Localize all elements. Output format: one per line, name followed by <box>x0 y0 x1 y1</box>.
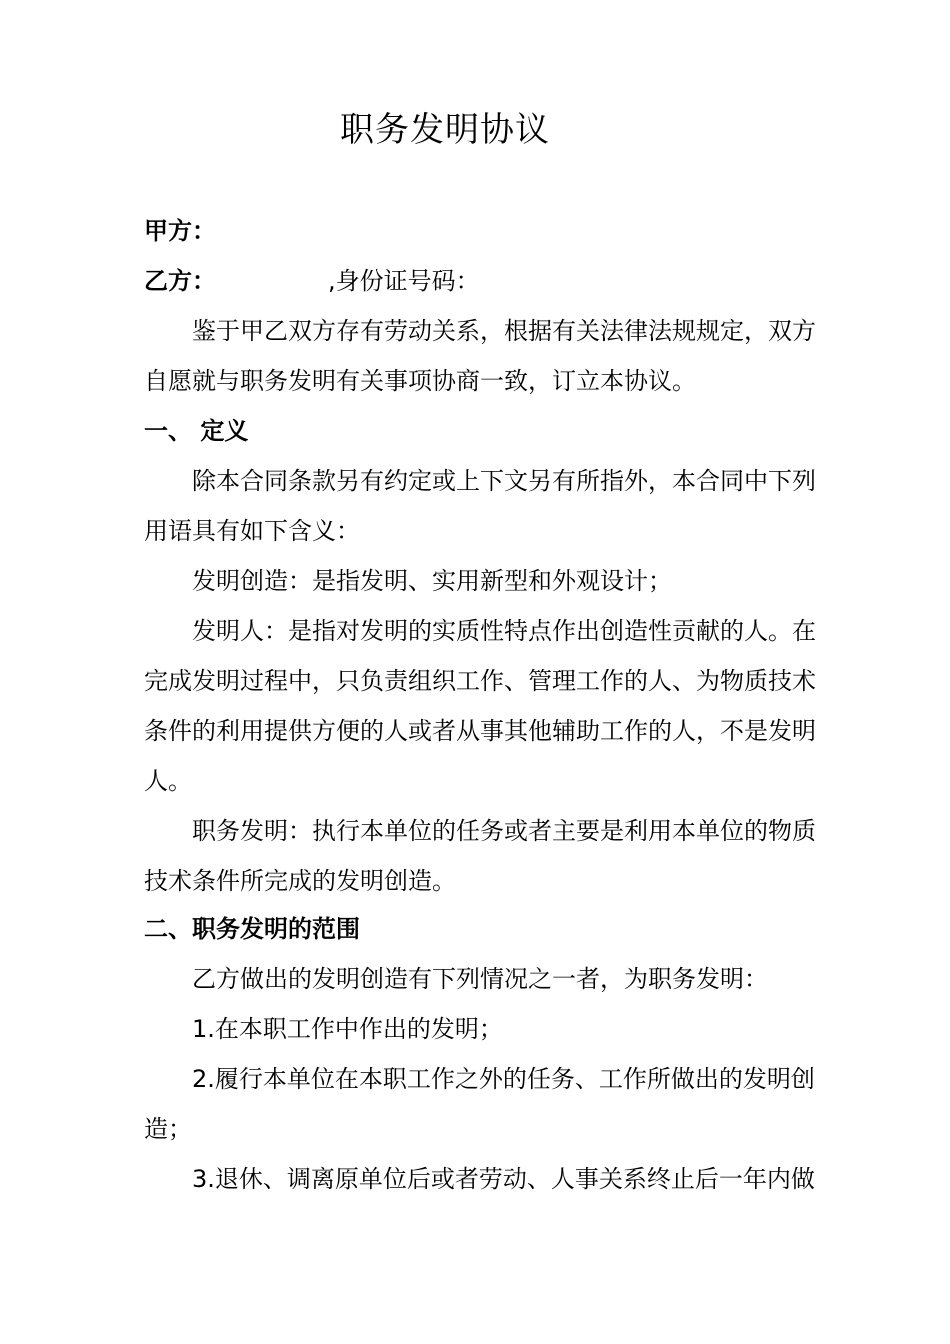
section-2-heading: 二、职务发明的范围 <box>144 915 360 943</box>
document-title: 职务发明协议 <box>340 110 550 150</box>
section-2-item-2-line-2: 造； <box>144 1115 192 1143</box>
party-b-line <box>144 266 814 296</box>
section-2-item-2-line-1: 2.履行本单位在本职工作之外的任务、工作所做出的发明创 <box>192 1065 815 1093</box>
definition-inventor-line-2: 完成发明过程中，只负责组织工作、管理工作的人、为物质技术 <box>144 667 816 695</box>
definition-inventor-line-4: 人。 <box>144 767 192 795</box>
definition-service-invention-line-2: 技术条件所完成的发明创造。 <box>144 867 456 895</box>
section-1-heading: 一、 定义 <box>144 417 249 445</box>
definition-service-invention-line-1: 职务发明：执行本单位的任务或者主要是利用本单位的物质 <box>192 817 816 845</box>
section-2-item-1: 1.在本职工作中作出的发明； <box>192 1015 503 1043</box>
section-1-para-line-1: 除本合同条款另有约定或上下文另有所指外，本合同中下列 <box>192 467 816 495</box>
definition-invention: 发明创造：是指发明、实用新型和外观设计； <box>192 567 672 595</box>
preamble-line-1: 鉴于甲乙双方存有劳动关系，根据有关法律法规规定，双方 <box>192 317 816 345</box>
definition-inventor-line-1: 发明人：是指对发明的实质性特点作出创造性贡献的人。在 <box>192 617 816 645</box>
definition-inventor-line-3: 条件的利用提供方便的人或者从事其他辅助工作的人，不是发明 <box>144 717 816 745</box>
section-2-intro: 乙方做出的发明创造有下列情况之一者，为职务发明： <box>192 965 768 993</box>
party-b-id-label: ,身份证号码： <box>328 267 480 295</box>
party-b-label: 乙方： <box>144 267 216 295</box>
preamble-line-2: 自愿就与职务发明有关事项协商一致，订立本协议。 <box>144 367 696 395</box>
section-1-para-line-2: 用语具有如下含义： <box>144 517 360 545</box>
party-a-label: 甲方： <box>144 217 216 245</box>
section-2-item-3-line-1: 3.退休、调离原单位后或者劳动、人事关系终止后一年内做 <box>192 1165 815 1193</box>
